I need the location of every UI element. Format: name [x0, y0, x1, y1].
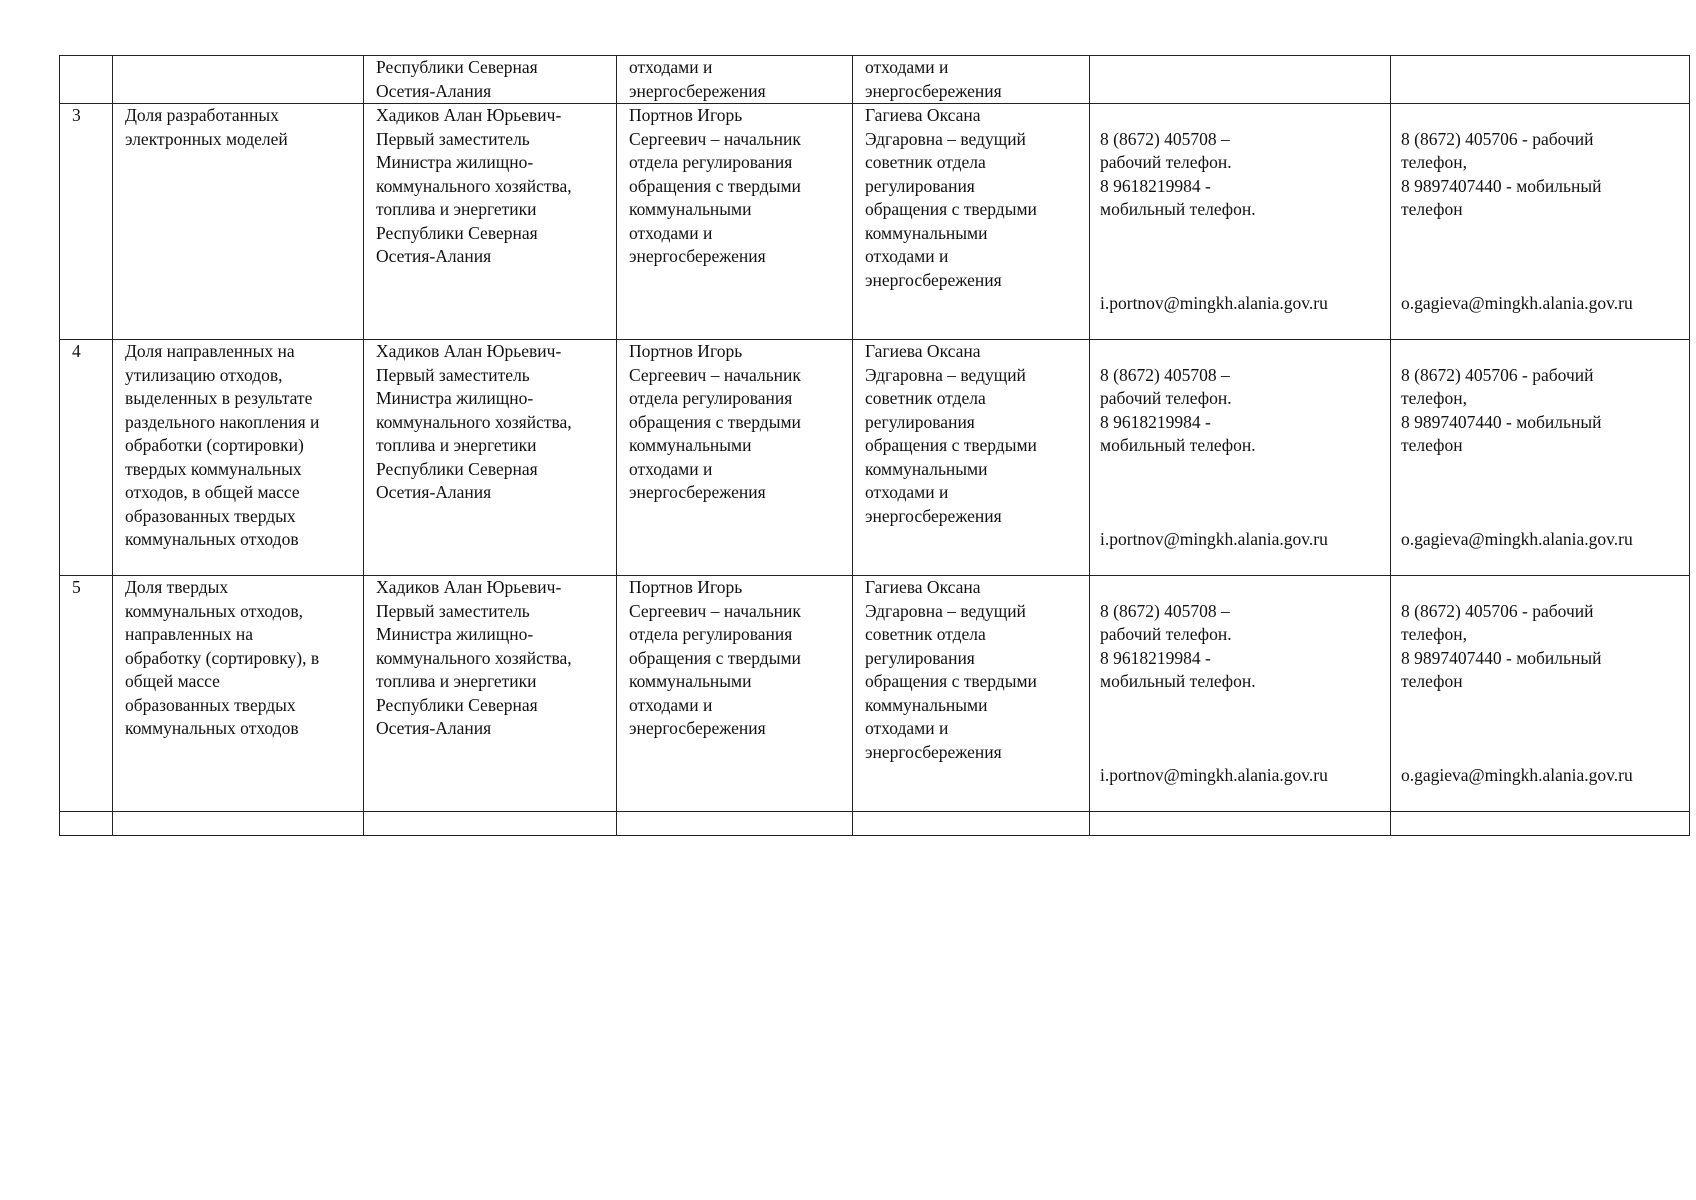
- executor-phones: 8 (8672) 405706 - рабочий телефон, 8 9897407440 - мобильный телефон: [1401, 128, 1602, 219]
- cell-executor: Гагиева Оксана Эдгаровна – ведущий советник отдела регулирования обращения с твердыми коммунальными отходами и энергосбережения: [853, 576, 1090, 812]
- table-row: [60, 104, 1690, 340]
- cell-responsible: Портнов Игорь Сергеевич – начальник отдела регулирования обращения с твердыми коммунальными отходами и энергосбережения: [617, 104, 853, 340]
- responsible-email: i.portnov@mingkh.alania.gov.ru: [1100, 765, 1328, 785]
- responsibility-table: [59, 55, 1690, 836]
- executor-email: o.gagieva@mingkh.alania.gov.ru: [1401, 293, 1633, 313]
- cell-executor: Гагиева Оксана Эдгаровна – ведущий советник отдела регулирования обращения с твердыми коммунальными отходами и энергосбережения: [853, 340, 1090, 576]
- responsible-email: i.portnov@mingkh.alania.gov.ru: [1100, 529, 1328, 549]
- cell-responsible: Портнов Игорь Сергеевич – начальник отдела регулирования обращения с твердыми коммунальными отходами и энергосбережения: [617, 340, 853, 576]
- cell-executor: Гагиева Оксана Эдгаровна – ведущий советник отдела регулирования обращения с твердыми коммунальными отходами и энергосбережения: [853, 104, 1090, 340]
- responsible-phones: 8 (8672) 405708 – рабочий телефон. 8 9618219984 - мобильный телефон.: [1100, 364, 1256, 455]
- cell-curator: Хадиков Алан Юрьевич- Первый заместитель Министра жилищно- коммунального хозяйства, топлива и энергетики Республики Северная Осетия-Алания: [364, 104, 617, 340]
- responsible-phones: 8 (8672) 405708 – рабочий телефон. 8 9618219984 - мобильный телефон.: [1100, 600, 1256, 691]
- cell-curator: Хадиков Алан Юрьевич- Первый заместитель Министра жилищно- коммунального хозяйства, топлива и энергетики Республики Северная Осетия-Алания: [364, 576, 617, 812]
- cell-number: [60, 56, 113, 104]
- cell-empty: [113, 812, 364, 836]
- executor-email: o.gagieva@mingkh.alania.gov.ru: [1401, 765, 1633, 785]
- cell-curator: Республики Северная Осетия-Алания: [364, 56, 617, 104]
- cell-executor-contacts: [1391, 576, 1690, 812]
- cell-number: 5: [60, 576, 113, 812]
- table-row-empty: [60, 812, 1690, 836]
- cell-empty: [364, 812, 617, 836]
- cell-indicator: [113, 56, 364, 104]
- cell-executor: отходами и энергосбережения: [853, 56, 1090, 104]
- table-row-continuation: [60, 56, 1690, 104]
- cell-responsible-contacts: [1090, 56, 1391, 104]
- executor-phones: 8 (8672) 405706 - рабочий телефон, 8 9897407440 - мобильный телефон: [1401, 364, 1602, 455]
- cell-executor-contacts: [1391, 340, 1690, 576]
- cell-responsible-contacts: [1090, 576, 1391, 812]
- cell-empty: [853, 812, 1090, 836]
- cell-responsible-contacts: [1090, 340, 1391, 576]
- executor-email: o.gagieva@mingkh.alania.gov.ru: [1401, 529, 1633, 549]
- cell-empty: [60, 812, 113, 836]
- cell-responsible: Портнов Игорь Сергеевич – начальник отдела регулирования обращения с твердыми коммунальными отходами и энергосбережения: [617, 576, 853, 812]
- cell-number: 4: [60, 340, 113, 576]
- cell-executor-contacts: [1391, 104, 1690, 340]
- cell-responsible-contacts: [1090, 104, 1391, 340]
- cell-curator: Хадиков Алан Юрьевич- Первый заместитель Министра жилищно- коммунального хозяйства, топлива и энергетики Республики Северная Осетия-Алания: [364, 340, 617, 576]
- cell-indicator: Доля разработанных электронных моделей: [113, 104, 364, 340]
- table-row: [60, 576, 1690, 812]
- cell-empty: [1391, 812, 1690, 836]
- cell-executor-contacts: [1391, 56, 1690, 104]
- executor-phones: 8 (8672) 405706 - рабочий телефон, 8 9897407440 - мобильный телефон: [1401, 600, 1602, 691]
- cell-empty: [1090, 812, 1391, 836]
- responsible-email: i.portnov@mingkh.alania.gov.ru: [1100, 293, 1328, 313]
- cell-empty: [617, 812, 853, 836]
- table-row: [60, 340, 1690, 576]
- cell-number: 3: [60, 104, 113, 340]
- cell-indicator: Доля твердых коммунальных отходов, направленных на обработку (сортировку), в общей массе образованных твердых коммунальных отходов: [113, 576, 364, 812]
- cell-responsible: отходами и энергосбережения: [617, 56, 853, 104]
- responsible-phones: 8 (8672) 405708 – рабочий телефон. 8 9618219984 - мобильный телефон.: [1100, 128, 1256, 219]
- cell-indicator: Доля направленных на утилизацию отходов, выделенных в результате раздельного накопления и обработки (сортировки) твердых коммунальных отходов, в общей массе образованных твердых коммунальных отходов: [113, 340, 364, 576]
